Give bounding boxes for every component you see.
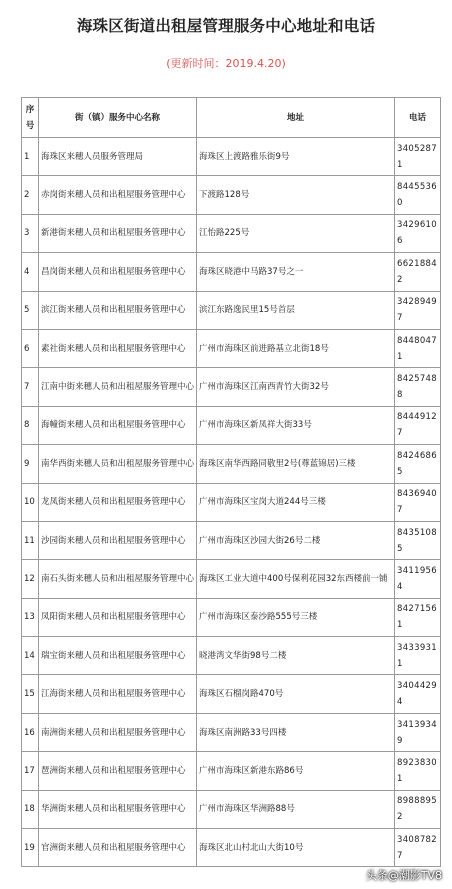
center-phone: 34119564 [395,560,441,598]
center-address: 广州市海珠区华洲路88号 [197,790,395,828]
center-phone: 34052871 [395,138,441,176]
center-phone: 89888952 [395,790,441,828]
center-phone: 34289497 [395,291,441,329]
center-name: 瑞宝街来穗人员和出租屋服务管理中心 [39,637,197,675]
center-address: 广州市海珠区新凤祥大街33号 [197,406,395,444]
center-address: 海珠区南华西路同敬里2号(尊蓝锦居)三楼 [197,445,395,483]
center-name: 龙凤街来穗人员和出租屋服务管理中心 [39,483,197,521]
row-number: 4 [22,253,39,291]
center-phone: 89238301 [395,752,441,790]
center-name: 江南中街来穗人员和出租屋服务管理中心 [39,368,197,406]
center-phone: 34087827 [395,829,441,867]
row-number: 14 [22,637,39,675]
center-name: 南石头街来穗人员和出租屋服务管理中心 [39,560,197,598]
header-name: 街（镇）服务中心名称 [39,98,197,138]
center-name: 凤阳街来穗人员和出租屋服务管理中心 [39,598,197,636]
directory-table [21,97,441,867]
table-row [22,253,441,291]
row-number: 7 [22,368,39,406]
table-row [22,291,441,329]
row-number: 13 [22,598,39,636]
center-name: 昌岗街来穗人员和出租屋服务管理中心 [39,253,197,291]
table-row [22,829,441,867]
table-row [22,521,441,559]
row-number: 10 [22,483,39,521]
center-address: 广州市海珠区宝岗大道244号三楼 [197,483,395,521]
table-row [22,713,441,751]
center-address: 广州市海珠区江南西青竹大街32号 [197,368,395,406]
center-phone: 84257488 [395,368,441,406]
table-row [22,752,441,790]
header-address: 地址 [197,98,395,138]
center-address: 江怡路225号 [197,214,395,252]
center-name: 新港街来穗人员和出租屋服务管理中心 [39,214,197,252]
row-number: 2 [22,176,39,214]
table-row [22,329,441,367]
center-name: 滨江街来穗人员和出租屋服务管理中心 [39,291,197,329]
row-number: 11 [22,521,39,559]
center-phone: 34339311 [395,637,441,675]
row-number: 5 [22,291,39,329]
center-address: 海珠区上渡路雅乐街9号 [197,138,395,176]
table-header-row [22,98,441,138]
table-row [22,368,441,406]
table-row [22,406,441,444]
watermark-text: 头条@潮影TV8 [365,869,442,882]
center-address: 广州市海珠区新港东路86号 [197,752,395,790]
table-row [22,483,441,521]
center-name: 海珠区来穗人员服务管理局 [39,138,197,176]
center-name: 华洲街来穗人员和出租屋服务管理中心 [39,790,197,828]
center-address: 海珠区北山村北山大街10号 [197,829,395,867]
center-address: 海珠区南洲路33号四楼 [197,713,395,751]
center-name: 海幢街来穗人员和出租屋服务管理中心 [39,406,197,444]
row-number: 8 [22,406,39,444]
watermark [366,867,442,883]
center-address: 海珠区石榴岗路470号 [197,675,395,713]
center-name: 江海街来穗人员和出租屋服务管理中心 [39,675,197,713]
row-number: 17 [22,752,39,790]
table-row [22,675,441,713]
row-number: 9 [22,445,39,483]
update-time: (更新时间：2019.4.20) [166,57,286,70]
row-number: 1 [22,138,39,176]
row-number: 3 [22,214,39,252]
center-address: 广州市海珠区前进路基立北街18号 [197,329,395,367]
center-phone: 84369407 [395,483,441,521]
header-phone: 电话 [395,98,441,138]
table-row [22,598,441,636]
center-phone: 84271561 [395,598,441,636]
center-phone: 66218842 [395,253,441,291]
row-number: 6 [22,329,39,367]
table-row [22,176,441,214]
table-row [22,445,441,483]
center-phone: 34044294 [395,675,441,713]
center-phone: 84455360 [395,176,441,214]
row-number: 18 [22,790,39,828]
center-phone: 84449127 [395,406,441,444]
center-address: 海珠区晓港中马路37号之一 [197,253,395,291]
center-phone: 34296106 [395,214,441,252]
center-address: 广州市海珠区泰沙路555号三楼 [197,598,395,636]
table-row [22,560,441,598]
page-title: 海珠区街道出租屋管理服务中心地址和电话 [76,17,376,35]
center-name: 琶洲街来穗人员和出租屋服务管理中心 [39,752,197,790]
center-address: 下渡路128号 [197,176,395,214]
table-row [22,790,441,828]
center-name: 赤岗街来穗人员和出租屋服务管理中心 [39,176,197,214]
center-phone: 84351085 [395,521,441,559]
row-number: 19 [22,829,39,867]
table-row [22,214,441,252]
center-address: 滨江东路逸民里15号首层 [197,291,395,329]
center-phone: 84246865 [395,445,441,483]
row-number: 15 [22,675,39,713]
center-name: 素社街来穗人员和出租屋服务管理中心 [39,329,197,367]
center-name: 南华西街来穗人员和出租屋服务管理中心 [39,445,197,483]
center-phone: 34139349 [395,713,441,751]
center-address: 晓港湾文华街98号二楼 [197,637,395,675]
row-number: 12 [22,560,39,598]
row-number: 16 [22,713,39,751]
table-row [22,138,441,176]
table-row [22,637,441,675]
header-no: 序号 [22,98,39,138]
center-address: 海珠区工业大道中400号保利花园32东西楼前一铺 [197,560,395,598]
center-name: 沙园街来穗人员和出租屋服务管理中心 [39,521,197,559]
center-name: 南洲街来穗人员和出租屋服务管理中心 [39,713,197,751]
center-name: 官洲街来穗人员和出租屋服务管理中心 [39,829,197,867]
center-address: 广州市海珠区沙园大街26号二楼 [197,521,395,559]
center-phone: 84480471 [395,329,441,367]
